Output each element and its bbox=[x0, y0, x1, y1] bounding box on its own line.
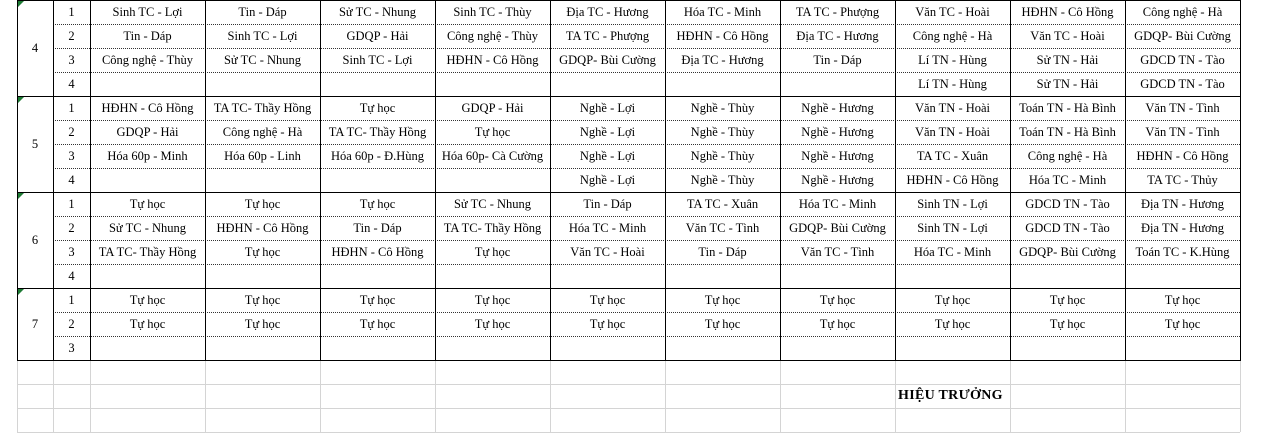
sheet-gridline bbox=[780, 360, 781, 432]
row-divider bbox=[53, 336, 1240, 337]
schedule-cell: Nghề - Thùy bbox=[690, 124, 755, 139]
sheet-gridline bbox=[550, 360, 551, 432]
schedule-cell: Sử TC - Nhung bbox=[108, 220, 187, 235]
schedule-cell: Văn TC - Tình bbox=[800, 244, 875, 259]
schedule-cell: GDQP- Bùi Cường bbox=[1019, 244, 1116, 259]
column-border bbox=[1125, 0, 1126, 360]
schedule-cell: Tin - Dáp bbox=[813, 52, 862, 67]
schedule-cell: TA TC - Xuân bbox=[686, 196, 759, 211]
period-number: 2 bbox=[68, 124, 75, 139]
day-divider bbox=[17, 288, 1240, 289]
schedule-cell: Sử TC - Nhung bbox=[453, 196, 532, 211]
schedule-cell: GDCD TN - Tào bbox=[1025, 196, 1110, 211]
schedule-cell: Văn TN - Hoài bbox=[914, 100, 991, 115]
schedule-cell bbox=[320, 264, 435, 288]
row-divider bbox=[53, 264, 1240, 265]
sheet-gridline bbox=[320, 360, 321, 432]
day-label: 6 bbox=[31, 232, 39, 247]
cell-comment-marker bbox=[18, 289, 24, 295]
schedule-cell: GDQP - Hải bbox=[461, 100, 524, 115]
period-number: 2 bbox=[68, 28, 75, 43]
schedule-cell: Tự học bbox=[1049, 292, 1086, 307]
schedule-cell bbox=[205, 336, 320, 360]
period-number: 3 bbox=[68, 148, 75, 163]
period-number: 1 bbox=[68, 196, 75, 211]
day-label: 5 bbox=[31, 136, 39, 151]
schedule-cell: Tự học bbox=[589, 292, 626, 307]
schedule-cell bbox=[550, 72, 665, 96]
schedule-cell: Sinh TN - Lợi bbox=[917, 220, 988, 235]
schedule-cell bbox=[1010, 336, 1125, 360]
schedule-cell: Văn TC - Hoài bbox=[1030, 28, 1105, 43]
period-number: 1 bbox=[68, 292, 75, 307]
period-number: 1 bbox=[68, 100, 75, 115]
schedule-cell: Tự học bbox=[589, 316, 626, 331]
schedule-cell: Tự học bbox=[244, 244, 281, 259]
row-divider bbox=[53, 72, 1240, 73]
schedule-cell: Tin - Dáp bbox=[583, 196, 632, 211]
schedule-cell: GDQP- Bùi Cường bbox=[789, 220, 886, 235]
schedule-cell bbox=[320, 168, 435, 192]
day-label: 4 bbox=[31, 40, 39, 55]
schedule-cell: Tự học bbox=[474, 316, 511, 331]
day-divider bbox=[17, 96, 1240, 97]
table-bottom-border bbox=[17, 360, 1241, 361]
schedule-cell: Địa TC - Hương bbox=[566, 4, 649, 19]
column-border bbox=[205, 0, 206, 360]
schedule-cell: TA TC - Phượng bbox=[565, 28, 650, 43]
schedule-cell: Địa TC - Hương bbox=[796, 28, 879, 43]
column-border bbox=[1240, 0, 1241, 360]
schedule-cell: Tin - Dáp bbox=[123, 28, 172, 43]
schedule-cell: TA TC - Phượng bbox=[795, 4, 880, 19]
schedule-cell: Hóa 60p - Linh bbox=[224, 148, 301, 163]
cell-comment-marker bbox=[18, 97, 24, 103]
column-border bbox=[895, 0, 896, 360]
schedule-cell bbox=[435, 72, 550, 96]
row-divider bbox=[53, 24, 1240, 25]
period-number: 2 bbox=[68, 220, 75, 235]
schedule-cell: TA TC- Thầy Hồng bbox=[98, 244, 197, 259]
schedule-cell bbox=[780, 264, 895, 288]
row-divider bbox=[53, 216, 1240, 217]
period-number: 1 bbox=[68, 4, 75, 19]
schedule-cell: Nghề - Hương bbox=[801, 172, 874, 187]
schedule-cell: Nghề - Thùy bbox=[690, 172, 755, 187]
schedule-cell: Tự học bbox=[359, 316, 396, 331]
schedule-cell bbox=[90, 168, 205, 192]
schedule-cell bbox=[90, 336, 205, 360]
column-border bbox=[320, 0, 321, 360]
schedule-cell: Tự học bbox=[244, 196, 281, 211]
schedule-cell: GDCD TN - Tào bbox=[1140, 76, 1225, 91]
day-divider bbox=[17, 192, 1240, 193]
schedule-cell bbox=[665, 72, 780, 96]
schedule-cell: HĐHN - Cô Hồng bbox=[906, 172, 999, 187]
schedule-cell: Nghề - Hương bbox=[801, 124, 874, 139]
schedule-cell: Văn TC - Tình bbox=[685, 220, 760, 235]
schedule-cell: HĐHN - Cô Hồng bbox=[101, 100, 194, 115]
schedule-cell bbox=[780, 336, 895, 360]
schedule-cell: Tự học bbox=[1049, 316, 1086, 331]
schedule-cell: HĐHN - Cô Hồng bbox=[216, 220, 309, 235]
schedule-cell: Tự học bbox=[934, 292, 971, 307]
schedule-cell: Địa TN - Hương bbox=[1141, 196, 1224, 211]
schedule-cell: GDCD TN - Tào bbox=[1025, 220, 1110, 235]
schedule-cell: Nghề - Lợi bbox=[579, 100, 636, 115]
schedule-cell: GDQP - Hải bbox=[116, 124, 179, 139]
sheet-gridline bbox=[17, 360, 18, 432]
schedule-cell bbox=[205, 72, 320, 96]
schedule-cell bbox=[895, 264, 1010, 288]
schedule-cell: Công nghệ - Hà bbox=[1027, 148, 1108, 163]
schedule-cell: Tự học bbox=[129, 292, 166, 307]
schedule-cell: HĐHN - Cô Hồng bbox=[331, 244, 424, 259]
column-border bbox=[435, 0, 436, 360]
schedule-cell: Địa TC - Hương bbox=[681, 52, 764, 67]
column-border bbox=[550, 0, 551, 360]
sheet-gridline bbox=[435, 360, 436, 432]
schedule-cell: Hóa TC - Minh bbox=[798, 196, 877, 211]
schedule-cell bbox=[435, 264, 550, 288]
schedule-cell bbox=[550, 336, 665, 360]
schedule-cell: Văn TN - Tình bbox=[1145, 100, 1220, 115]
schedule-cell: Văn TC - Hoài bbox=[570, 244, 645, 259]
row-divider bbox=[53, 312, 1240, 313]
schedule-cell: Tự học bbox=[129, 316, 166, 331]
cell-comment-marker bbox=[18, 193, 24, 199]
schedule-cell: GDQP - Hải bbox=[346, 28, 409, 43]
schedule-cell: Sinh TC - Thùy bbox=[453, 4, 532, 19]
period-number: 2 bbox=[68, 316, 75, 331]
schedule-cell: Công nghệ - Hà bbox=[1142, 4, 1223, 19]
row-divider bbox=[53, 48, 1240, 49]
sheet-gridline bbox=[1010, 360, 1011, 432]
schedule-cell: Sử TC - Nhung bbox=[338, 4, 417, 19]
schedule-cell: Hóa TC - Minh bbox=[683, 4, 762, 19]
schedule-cell: GDCD TN - Tào bbox=[1140, 52, 1225, 67]
schedule-cell: TA TC- Thầy Hồng bbox=[328, 124, 427, 139]
schedule-cell: Tự học bbox=[244, 292, 281, 307]
schedule-cell: Nghề - Lợi bbox=[579, 148, 636, 163]
schedule-cell: Tự học bbox=[704, 292, 741, 307]
schedule-cell: GDQP- Bùi Cường bbox=[559, 52, 656, 67]
schedule-cell bbox=[205, 264, 320, 288]
sheet-gridline bbox=[665, 360, 666, 432]
schedule-cell bbox=[205, 168, 320, 192]
schedule-cell: Tin - Dáp bbox=[238, 4, 287, 19]
schedule-cell: Địa TN - Hương bbox=[1141, 220, 1224, 235]
schedule-cell: Tự học bbox=[934, 316, 971, 331]
day-label: 7 bbox=[31, 316, 39, 331]
schedule-cell: Tự học bbox=[359, 196, 396, 211]
schedule-cell: HĐHN - Cô Hồng bbox=[446, 52, 539, 67]
schedule-cell: TA TC- Thầy Hồng bbox=[443, 220, 542, 235]
period-number: 4 bbox=[68, 76, 75, 91]
schedule-cell: Nghề - Hương bbox=[801, 148, 874, 163]
column-border bbox=[53, 0, 54, 360]
sheet-gridline bbox=[17, 384, 1240, 385]
principal-signature-label: HIỆU TRƯỞNG bbox=[898, 388, 1003, 403]
schedule-cell: Sinh TC - Lợi bbox=[112, 4, 183, 19]
schedule-cell: Tự học bbox=[819, 316, 856, 331]
column-border bbox=[780, 0, 781, 360]
cell-comment-marker bbox=[18, 1, 24, 7]
schedule-cell: Hóa 60p - Minh bbox=[107, 148, 188, 163]
schedule-cell bbox=[550, 264, 665, 288]
period-number: 4 bbox=[68, 268, 75, 283]
row-divider bbox=[53, 168, 1240, 169]
schedule-cell: Tin - Dáp bbox=[353, 220, 402, 235]
schedule-cell: Tự học bbox=[819, 292, 856, 307]
schedule-cell bbox=[90, 264, 205, 288]
schedule-cell: Tự học bbox=[129, 196, 166, 211]
schedule-cell bbox=[665, 336, 780, 360]
column-border bbox=[17, 0, 18, 360]
period-number: 4 bbox=[68, 172, 75, 187]
column-border bbox=[1010, 0, 1011, 360]
sheet-gridline bbox=[17, 408, 1240, 409]
schedule-cell: Văn TN - Hoài bbox=[914, 124, 991, 139]
period-number: 3 bbox=[68, 340, 75, 355]
sheet-gridline bbox=[895, 360, 896, 432]
schedule-cell bbox=[1125, 264, 1240, 288]
schedule-cell bbox=[895, 336, 1010, 360]
sheet-gridline bbox=[90, 360, 91, 432]
sheet-gridline bbox=[53, 360, 54, 432]
schedule-cell: Công nghệ - Hà bbox=[912, 28, 993, 43]
schedule-cell bbox=[435, 168, 550, 192]
schedule-cell bbox=[780, 72, 895, 96]
column-border bbox=[90, 0, 91, 360]
schedule-cell: Tự học bbox=[1164, 316, 1201, 331]
schedule-cell bbox=[320, 72, 435, 96]
schedule-cell bbox=[90, 72, 205, 96]
row-divider bbox=[53, 144, 1240, 145]
schedule-cell: Hóa 60p - Đ.Hùng bbox=[330, 148, 425, 163]
schedule-cell: Tự học bbox=[474, 292, 511, 307]
schedule-cell: Sử TN - Hải bbox=[1036, 76, 1099, 91]
schedule-cell bbox=[1125, 336, 1240, 360]
schedule-cell: Văn TC - Hoài bbox=[915, 4, 990, 19]
schedule-cell: Tự học bbox=[359, 292, 396, 307]
sheet-gridline bbox=[1125, 360, 1126, 432]
schedule-cell: Nghề - Thùy bbox=[690, 100, 755, 115]
schedule-cell: Toán TC - K.Hùng bbox=[1135, 244, 1230, 259]
schedule-cell: Tự học bbox=[474, 124, 511, 139]
schedule-cell: Tự học bbox=[704, 316, 741, 331]
schedule-cell: Tin - Dáp bbox=[698, 244, 747, 259]
row-divider bbox=[53, 120, 1240, 121]
schedule-cell: Tự học bbox=[1164, 292, 1201, 307]
schedule-cell: Công nghệ - Thùy bbox=[101, 52, 194, 67]
schedule-cell: Tự học bbox=[474, 244, 511, 259]
schedule-cell: Lí TN - Hùng bbox=[918, 76, 987, 91]
schedule-cell bbox=[320, 336, 435, 360]
schedule-cell: Sinh TC - Lợi bbox=[342, 52, 413, 67]
schedule-cell: GDQP- Bùi Cường bbox=[1134, 28, 1231, 43]
schedule-cell: HĐHN - Cô Hồng bbox=[676, 28, 769, 43]
schedule-cell: Nghề - Lợi bbox=[579, 124, 636, 139]
schedule-cell: Lí TN - Hùng bbox=[918, 52, 987, 67]
schedule-cell bbox=[1010, 264, 1125, 288]
schedule-cell: Văn TN - Tình bbox=[1145, 124, 1220, 139]
schedule-cell: TA TC - Thủy bbox=[1147, 172, 1218, 187]
schedule-cell: Tự học bbox=[359, 100, 396, 115]
schedule-cell: Công nghệ - Thùy bbox=[446, 28, 539, 43]
schedule-cell: Sinh TN - Lợi bbox=[917, 196, 988, 211]
period-number: 3 bbox=[68, 52, 75, 67]
schedule-cell bbox=[665, 264, 780, 288]
schedule-cell: Toán TN - Hà Bình bbox=[1019, 124, 1116, 139]
sheet-gridline bbox=[205, 360, 206, 432]
day-divider bbox=[17, 0, 1240, 1]
schedule-cell: Nghề - Thùy bbox=[690, 148, 755, 163]
schedule-cell: Nghề - Hương bbox=[801, 100, 874, 115]
schedule-cell: Tự học bbox=[244, 316, 281, 331]
schedule-cell: HĐHN - Cô Hồng bbox=[1136, 148, 1229, 163]
schedule-cell: Sinh TC - Lợi bbox=[227, 28, 298, 43]
schedule-cell: Hóa TC - Minh bbox=[1028, 172, 1107, 187]
schedule-cell: Công nghệ - Hà bbox=[222, 124, 303, 139]
column-border bbox=[665, 0, 666, 360]
period-number: 3 bbox=[68, 244, 75, 259]
schedule-cell: TA TC - Xuân bbox=[916, 148, 989, 163]
schedule-cell: Nghề - Lợi bbox=[579, 172, 636, 187]
schedule-cell bbox=[435, 336, 550, 360]
schedule-cell: Hóa 60p- Cà Cường bbox=[441, 148, 544, 163]
schedule-cell: Sử TN - Hải bbox=[1036, 52, 1099, 67]
schedule-cell: Sử TC - Nhung bbox=[223, 52, 302, 67]
schedule-cell: Hóa TC - Minh bbox=[913, 244, 992, 259]
schedule-cell: Hóa TC - Minh bbox=[568, 220, 647, 235]
schedule-cell: TA TC- Thầy Hồng bbox=[213, 100, 312, 115]
schedule-cell: HĐHN - Cô Hồng bbox=[1021, 4, 1114, 19]
row-divider bbox=[53, 240, 1240, 241]
sheet-gridline bbox=[1240, 360, 1241, 432]
schedule-cell: Toán TN - Hà Bình bbox=[1019, 100, 1116, 115]
